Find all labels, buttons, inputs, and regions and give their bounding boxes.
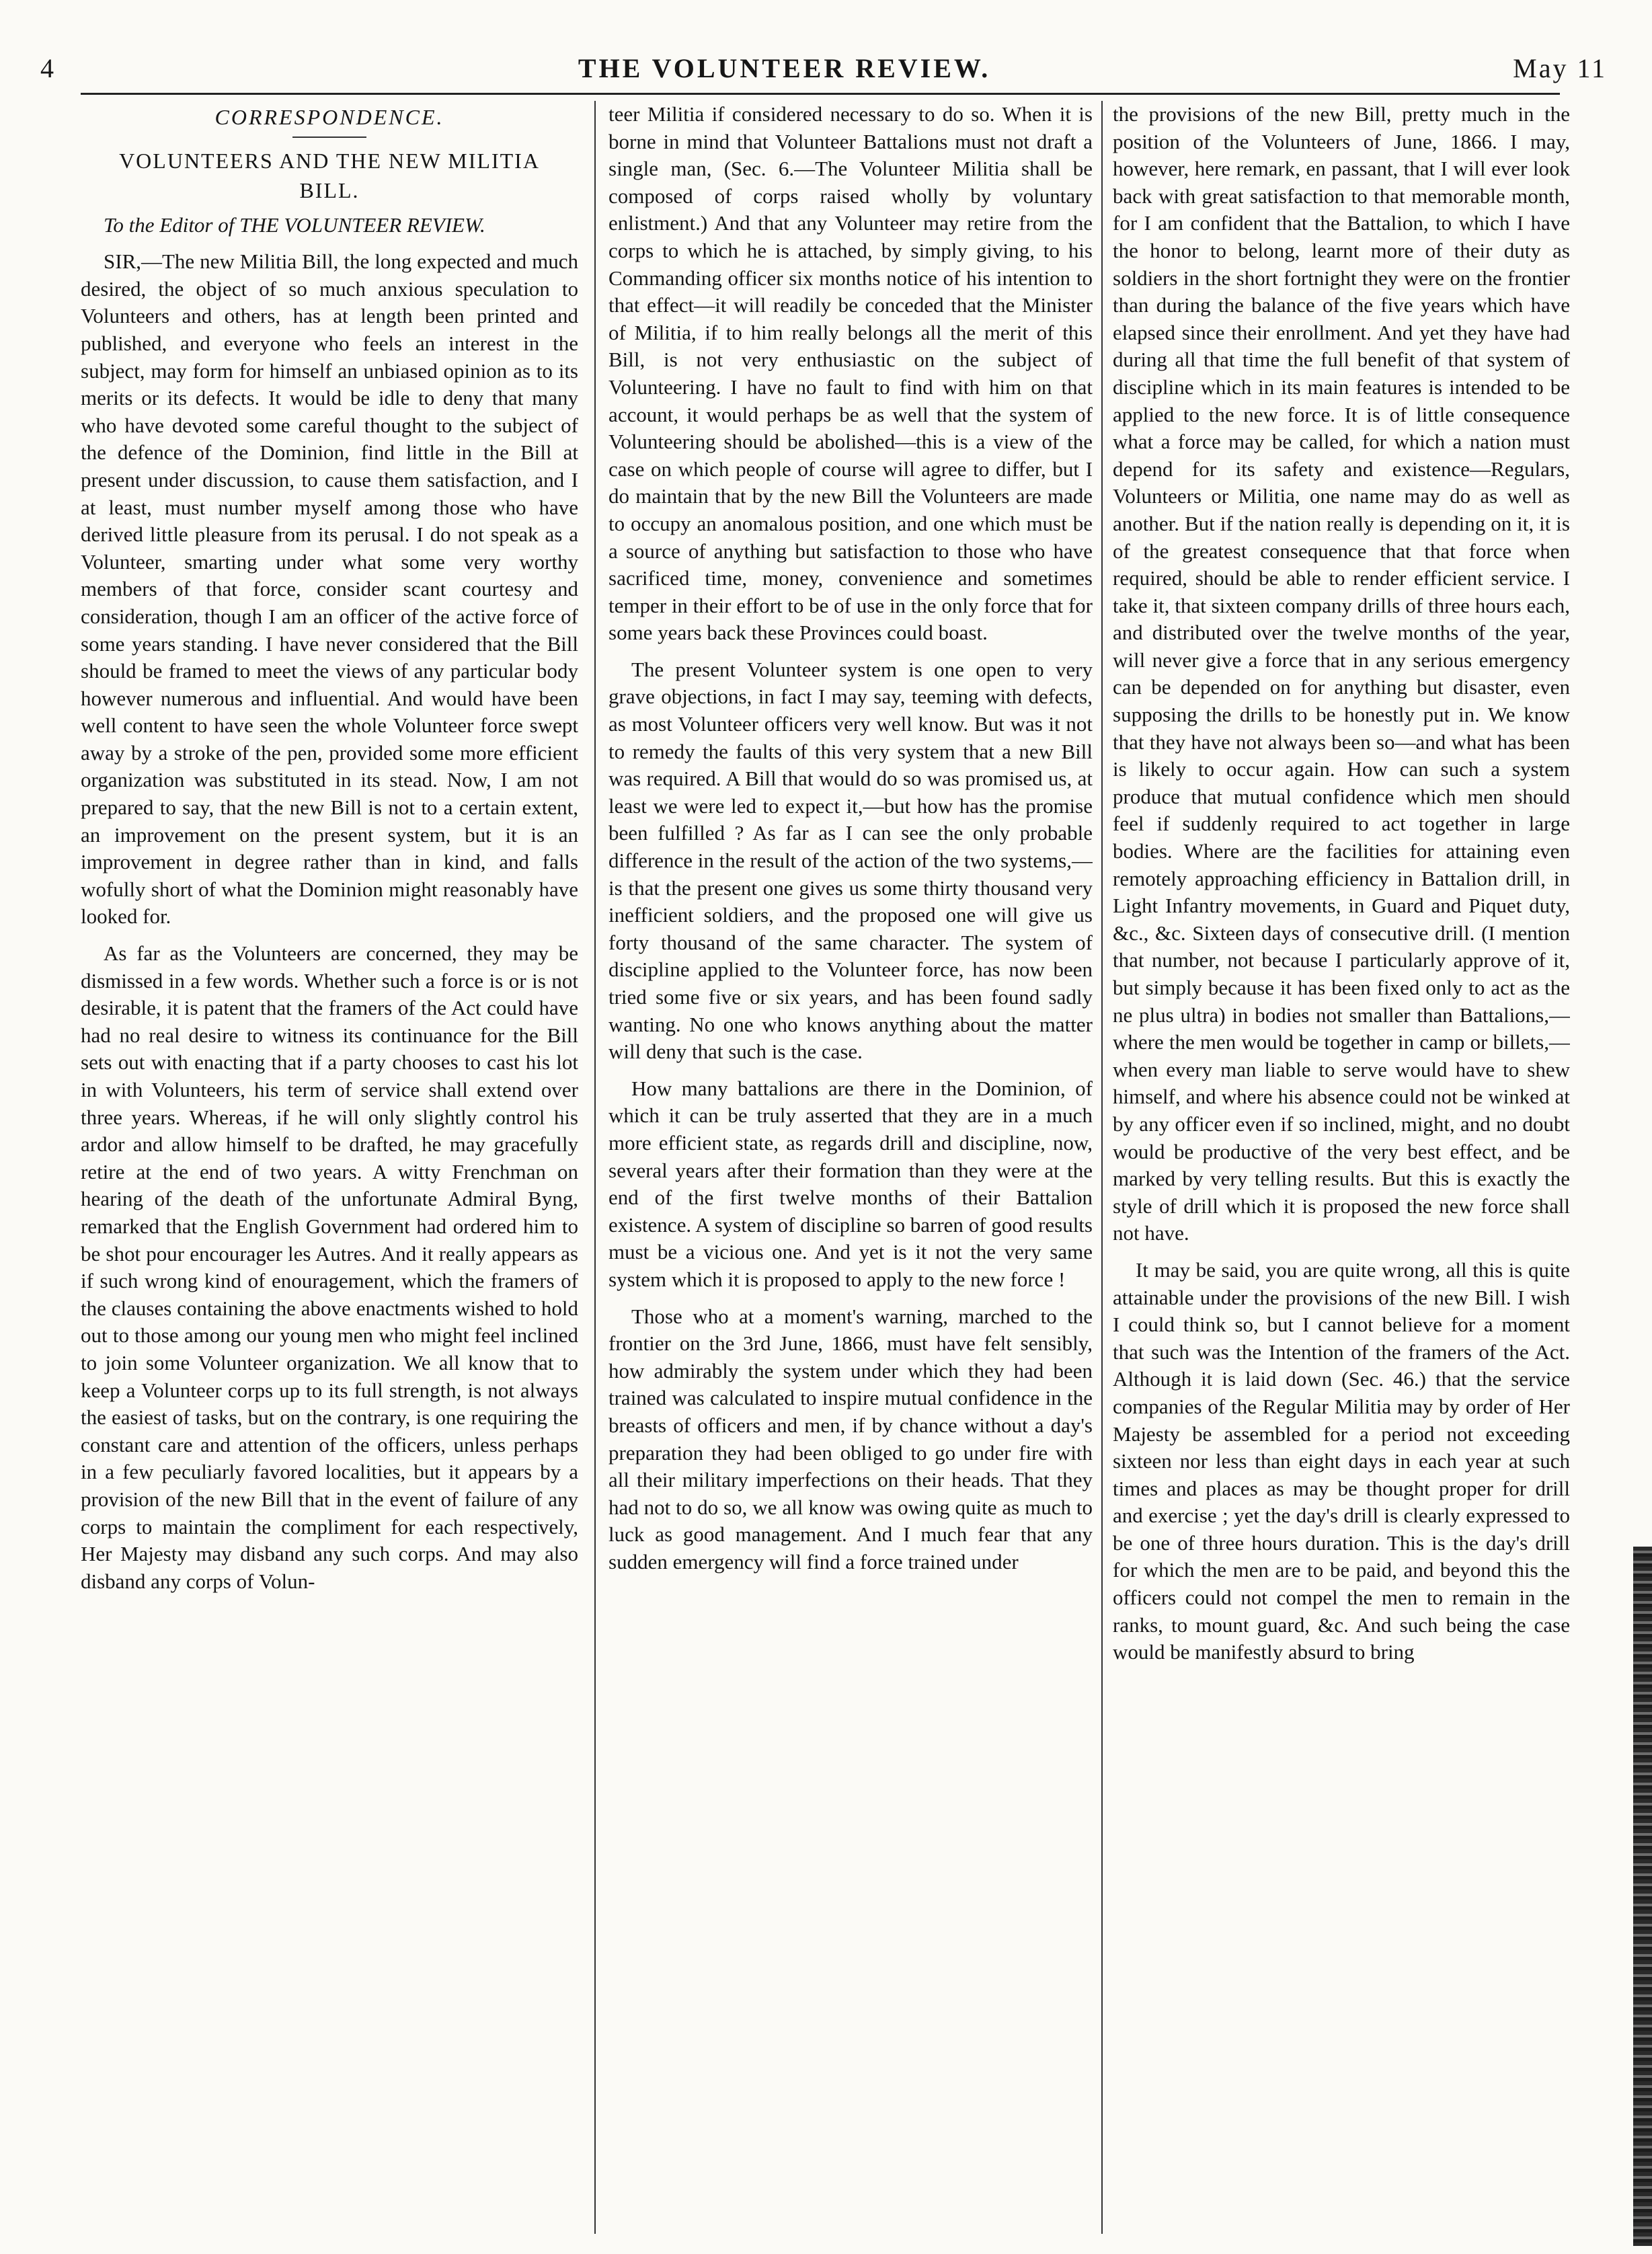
addressee-line: To the Editor of THE VOLUNTEER REVIEW. bbox=[104, 212, 485, 237]
paragraph: As far as the Volunteers are concerned, they may be dismissed in a few words. Whether such a force is or is not desirable, it is patent that the framers of the Act could have had no real desire to witness its continuance for the Bill sets out with enacting that if a party chooses to cast his lot in with Volunteers, his term of service shall extend over three years. Whereas, if he will only slightly control his ardor and allow himself to be drafted, he may gracefully retire at the end of two years. A witty Frenchman on hearing of the death of the unfortunate Admiral Byng, remarked that the English Government had ordered him to be shot pour encourager les Autres. And it really appears as if such wrong kind of enouragement, which the framers of the clauses containing the above enactments wished to hold out to those among our young men who might feel inclined to join some Volunteer organization. We all know that to keep a Volunteer corps up to its full strength, is not always the easiest of tasks, but on the contrary, is one requiring the constant care and attention of the officers, unless perhaps in a few peculiarly favored localities, but it appears by a provision of the new Bill that in the event of failure of any corps to maintain the compliment for each respectively, Her Majesty may disband any such corps. And may also disband any corps of Volun- bbox=[81, 941, 578, 1593]
article-title: VOLUNTEERS AND THE NEW MILITIA BILL. bbox=[119, 148, 540, 202]
paragraph: Those who at a moment's warning, marched to the frontier on the 3rd June, 1866, must have felt sensibly, how admirably the system under which they had been trained was calculated to inspire mutual confidence in the breasts of officers and men, if by chance without a day's preparation they had been obliged to go under fire with all their military imperfections on their heads. That they had not to do so, we all know was owing quite as much to luck as good management. And I much fear that any sudden emergency will find a force trained under bbox=[608, 1304, 1093, 1573]
publication-title: THE VOLUNTEER REVIEW. bbox=[578, 52, 991, 83]
column-divider bbox=[1101, 101, 1103, 2234]
page-number: 4 bbox=[40, 52, 56, 83]
header-rule bbox=[81, 93, 1560, 95]
column-divider bbox=[594, 101, 596, 2234]
paragraph: The present Volunteer system is one open to very grave objections, in fact I may say, teeming with defects, as most Volunteer officers very well know. But was it not to remedy the faults of this very system that a new Bill was required. A Bill that would do so was promised us, at least we were led to expect it,—but how has the promise been fulfilled ? As far as I can see the only probable difference in the result of the action of the two systems,—is that the present one gives us some thirty thousand very inefficient soldiers, and the proposed one will give us forty thousand of the same character. The system of discipline applied to the Volunteer force, has now been tried some five or six years, and has been found sadly wanting. No one who knows anything about the matter will deny that such is the case. bbox=[608, 657, 1093, 1064]
section-heading: CORRESPONDENCE. bbox=[214, 105, 444, 129]
column-2 bbox=[608, 101, 1093, 2227]
paragraph: SIR,—The new Militia Bill, the long expected and much desired, the object of so much anxious speculation to Volunteers and others, has at length been printed and published, and everyone who feels an interest in the subject, may form for himself an unbiased opinion as to its merits or its defects. It would be idle to deny that many who have devoted some careful thought to the subject of the defence of the Dominion, find little in the Bill at present under discussion, to cause them satisfaction, and I at least, must number myself among those who have derived little pleasure from its perusal. I do not speak as a Volunteer, smarting under what some very worthy members of that force, consider scant courtesy and consideration, though I am an officer of the active force of some years standing. I have never considered that the Bill should be framed to meet the views of any particular body however numerous and influential. And would have been well content to have seen the whole Volunteer force swept away by a stroke of the pen, provided some more efficient organization was substituted in its stead. Now, I am not prepared to say, that the new Bill is not to a certain extent, an improvement on the present system, but it is an improvement in degree rather than in kind, and falls wofully short of what the Dominion might reasonably have looked for. bbox=[81, 249, 578, 929]
paragraph: It may be said, you are quite wrong, all this is quite attainable under the provisions of the new Bill. I wish I could think so, but I cannot believe for a moment that such was the Intention of the framers of the Act. Although it is laid down (Sec. 46.) that the service companies of the Regular Militia may by order of Her Majesty be assembled for a period not exceeding sixteen nor less than eight days in each year at such times and places as may be thought proper for drill and exercise ; yet the day's drill is clearly expressed to be one of three hours duration. This is the day's drill for which the men are to be paid, and beyond this the officers could not compel the men to remain in the ranks, to mount guard, &c. And such being the case would be manifestly absurd to bring bbox=[1113, 1257, 1570, 1664]
issue-date: May 11 bbox=[1513, 52, 1607, 83]
page-header bbox=[40, 44, 1607, 91]
paragraph: the provisions of the new Bill, pretty much in the position of the Volunteers of June, 1866. I may, however, here remark, en passant, that I will ever look back with great satisfaction to that memorable month, for I am confident that the Battalion, to which I have the honor to belong, learnt more of their duty as soldiers in the short fortnight they were on the frontier than during the balance of the five years which have elapsed since their enrollment. And yet they have had during all that time the full benefit of that system of discipline which in its main features is intended to be applied to the new force. It is of little consequence what a force may be called, for which a nation must depend for its safety and existence—Regulars, Volunteers or Militia, one name may do as well as another. But if the nation really is depending on it, it is of the greatest consequence that that force when required, should be able to render efficient service. I take it, that sixteen company drills of three hours each, and distributed over the twelve months of the year, will never give a force that in any serious emergency can be depended on for anything but disaster, even supposing the drills to be honestly put in. We know that they have not always been so—and what has been is likely to occur again. How can such a system produce that mutual confidence which men should feel if suddenly required to act together in large bodies. Where are the facilities for attaining even remotely approaching efficiency in Battalion drill, in Light Infantry movements, in Guard and Piquet duty, &c., &c. Sixteen days of consecutive drill. (I mention that number, not because I particularly approve of it, but simply because it has been fixed only to act as the ne plus ultra) in bodies not smaller than Battalions,—where the men would be together in camp or billets,—when every man liable to serve would have to shew himself, and where his absence could not be winked at by any officer even if so inclined, might, and no doubt would be productive of the very best effect, and be marked by very telling results. But this is exactly the style of drill which it is proposed the new force shall not have. bbox=[1113, 102, 1570, 1245]
column-1 bbox=[81, 101, 578, 2227]
paragraph: How many battalions are there in the Dominion, of which it can be truly asserted that they are in a much more efficient state, as regards drill and discipline, now, several years after their formation than they were at the end of the first twelve months of their Battalion existence. A system of discipline so barren of good results must be a vicious one. And yet is it not the very same system which it is proposed to apply to the new force ! bbox=[608, 1076, 1093, 1291]
column-3 bbox=[1113, 101, 1570, 2227]
paragraph: teer Militia if considered necessary to do so. When it is borne in mind that Volunteer Battalions must not draft a single man, (Sec. 6.—The Volunteer Militia shall be composed of corps raised wholly by voluntary enlistment.) And that any Volunteer may retire from the corps to which he is attached, by simply giving, to his Commanding officer six months notice of his intention to that effect—it will readily be conceded that the Minister of Militia, if to him really belongs all the merit of this Bill, is not very enthusiastic on the subject of Volunteering. I have no fault to find with him on that account, it would perhaps be as well that the system of Volunteering should be abolished—this is a view of the case on which people of course will agree to differ, but I do maintain that by the new Bill the Volunteers are made to occupy an anomalous position, and one which must be a source of anything but satisfaction to those who have sacrificed time, money, convenience and sometimes temper in their effort to be of use in the only force that for some years back these Provinces could boast. bbox=[608, 102, 1093, 645]
scan-edge-artifact bbox=[1633, 1547, 1652, 2246]
heading-rule bbox=[292, 137, 366, 138]
